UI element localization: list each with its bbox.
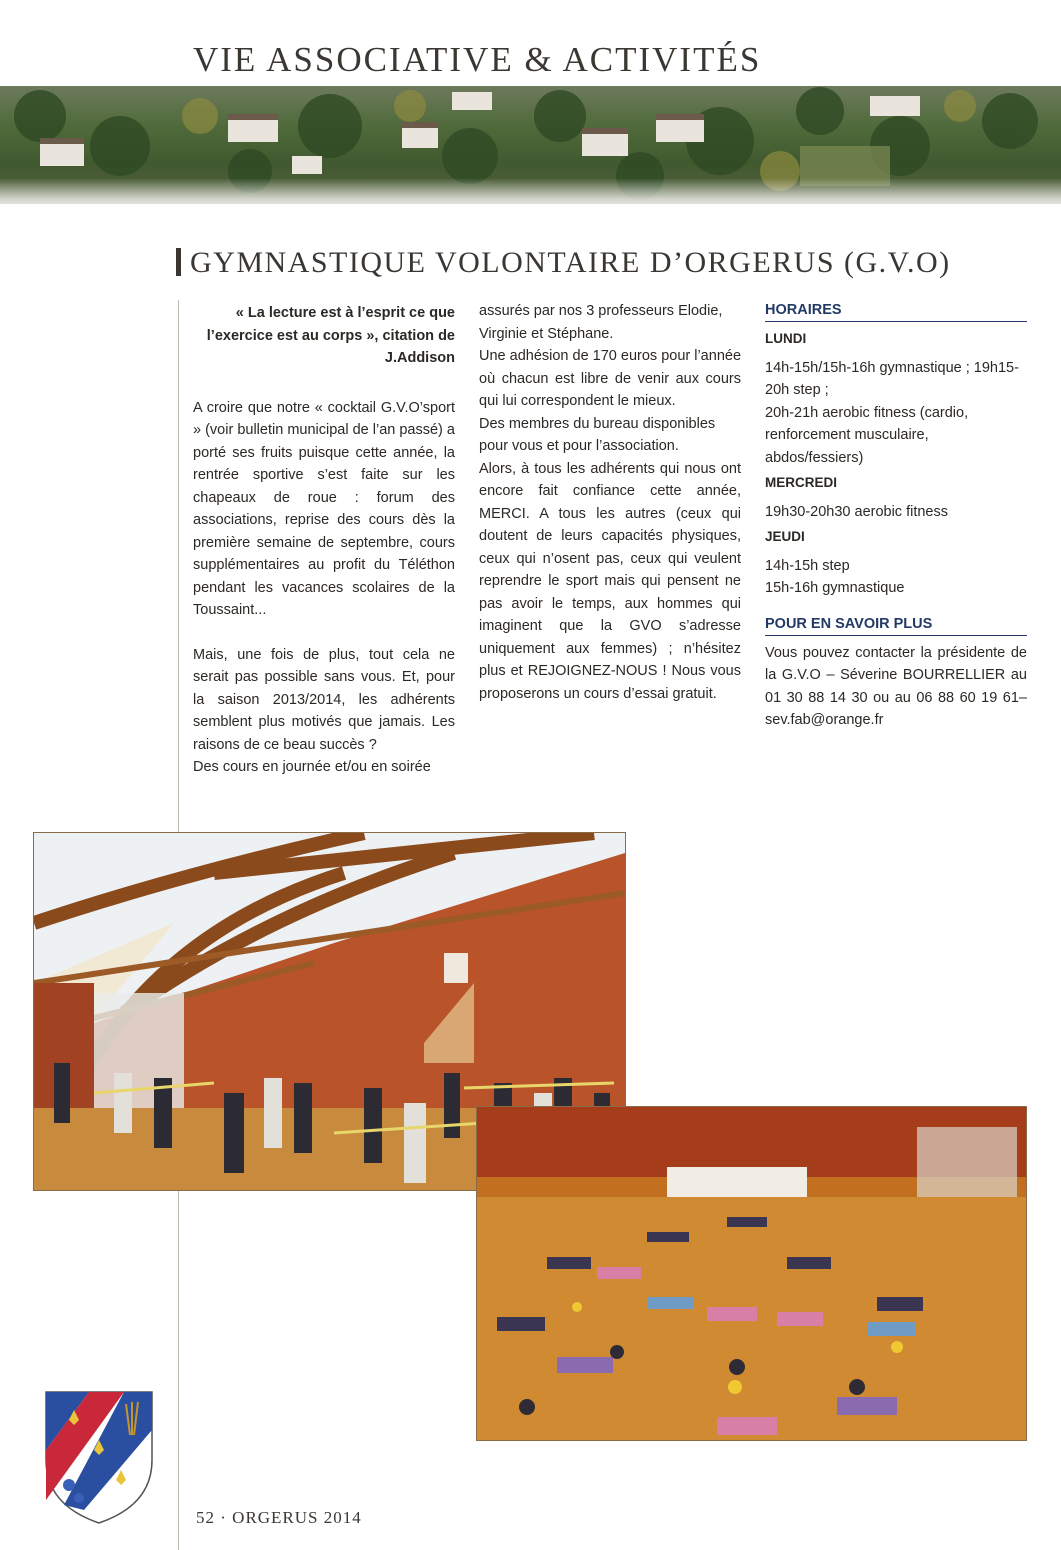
orgerus-coat-of-arms bbox=[44, 1390, 154, 1525]
schedule-line: 14h-15h step bbox=[765, 557, 850, 574]
schedule-line: 14h-15h/15h-16h gymnastique ; 19h15-20h step ; bbox=[765, 359, 1019, 398]
header-banner-photo bbox=[0, 86, 1061, 204]
section-title: VIE ASSOCIATIVE & ACTIVITÉS bbox=[193, 40, 762, 79]
schedule-line: 19h30-20h30 aerobic fitness bbox=[765, 503, 948, 520]
page-footer: 52 · ORGERUS 2014 bbox=[196, 1508, 362, 1527]
paragraph-intro: A croire que notre « cocktail G.V.O’sport » (voir bulletin municipal de l’an passé) a porté ses fruits puisque cette année, la rentrée sportive s’est faite sur les chapeaux de roue : forum des associations, reprise des cours dès la première semaine de septembre, cours supplémentaires au profit du Téléthon pendant les vacances scolaires de la Toussaint... bbox=[193, 399, 455, 618]
article-quote: « La lecture est à l’esprit ce que l’exercice est au corps », citation de J.Addison bbox=[206, 305, 455, 366]
schedule-line: 15h-16h gymnastique bbox=[765, 580, 905, 596]
floor-exercise-illustration bbox=[477, 1107, 1026, 1440]
schedule-line: 20h-21h aerobic fitness (cardio, renforcement musculaire, abdos/fessiers) bbox=[765, 404, 969, 466]
article-title: GYMNASTIQUE VOLONTAIRE D’ORGERUS (G.V.O) bbox=[190, 246, 951, 279]
paragraph-call-to-action: Alors, à tous les adhérents qui nous ont encore fait confiance cette année, MERCI. A tous les autres (ceux qui doutent de leurs capacités physiques, ceux qui n’osent pas, ceux qui veulent reprendre le sport mais qui pensent ne pas avoir le temps, aux hommes qui imaginent que la GVO s’adresse uniquement aux femmes) ; n’hésitez plus et REJOIGNEZ-NOUS ! Nous vous proposerons un cours d’essai gratuit. bbox=[479, 460, 741, 702]
photo-floor-exercises bbox=[476, 1106, 1027, 1441]
contact-text: Vous pouvez contacter la présidente de la G.V.O – Séverine BOURRELLIER au 01 30 88 14 30 ou au 06 88 60 19 61– sev.fab@orange.fr bbox=[765, 644, 1027, 728]
day-monday: LUNDI bbox=[765, 331, 807, 346]
coat-of-arms-icon bbox=[44, 1390, 154, 1525]
title-accent-bar bbox=[176, 248, 181, 276]
day-wednesday: MERCREDI bbox=[765, 475, 838, 490]
horaires-title: HORAIRES bbox=[765, 300, 1027, 322]
article-column-2 bbox=[479, 300, 741, 705]
contact-title: POUR EN SAVOIR PLUS bbox=[765, 614, 1027, 636]
paragraph-courses: Des cours en journée et/ou en soirée bbox=[193, 759, 431, 775]
schedule-box bbox=[765, 300, 1027, 732]
article-column-1 bbox=[193, 302, 455, 779]
paragraph-motivation: Mais, une fois de plus, tout cela ne serait pas possible sans vous. Et, pour la saison 2013/2014, les adhérents semblent plus motivés que jamais. Les raisons de ce beau succès ? bbox=[193, 646, 455, 753]
day-thursday: JEUDI bbox=[765, 529, 805, 544]
paragraph-teachers: assurés par nos 3 professeurs Elodie, Virginie et Stéphane. bbox=[479, 303, 723, 342]
paragraph-bureau: Des membres du bureau disponibles pour vous et pour l’association. bbox=[479, 415, 716, 454]
paragraph-membership: Une adhésion de 170 euros pour l’année où chacun est libre de venir aux cours qui lui correspondent le mieux. bbox=[479, 348, 742, 409]
